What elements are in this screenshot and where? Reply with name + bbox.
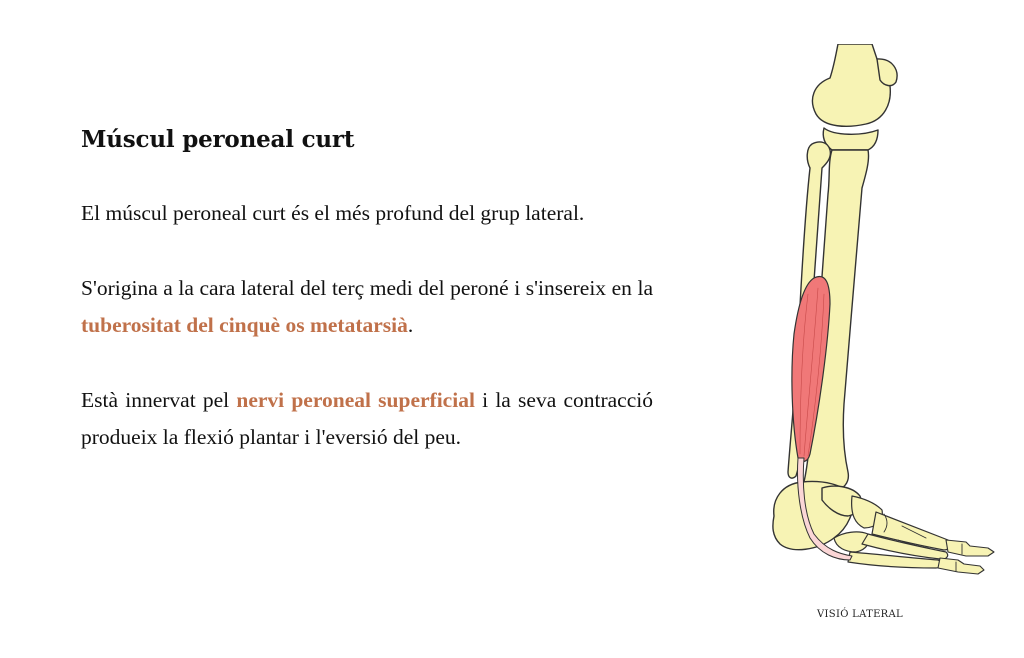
tibia-plateau [823, 128, 878, 150]
link-superficial-peroneal-nerve[interactable]: nervi peroneal superficial [236, 388, 475, 412]
page-title: Múscul peroneal curt [81, 126, 355, 153]
paragraph-origin-end: . [407, 313, 414, 337]
paragraph-intro-text: El múscul peroneal curt és el més profund del grup lateral. [81, 201, 585, 225]
paragraph-origin [81, 270, 653, 344]
paragraph-origin-text: S'origina a la cara lateral del terç medi del peroné i s'insereix en la [81, 276, 653, 300]
femur-bone [812, 44, 893, 126]
leg-lateral-illustration [752, 44, 1002, 584]
paragraph-innervation-end: i la seva contracció produeix la flexió plantar i l'eversió del peu. [81, 388, 653, 449]
paragraph-innervation [81, 382, 653, 456]
paragraph-intro [81, 195, 653, 232]
link-fifth-metatarsal-tuberosity[interactable]: tuberositat del cinquè os metatarsià [81, 313, 408, 337]
toe-bones-lower [938, 558, 984, 574]
article [81, 126, 653, 494]
paragraph-innervation-text: Està innervat pel [81, 388, 237, 412]
figure-caption: VISIÓ LATERAL [817, 609, 903, 620]
toe-bones [946, 540, 994, 556]
